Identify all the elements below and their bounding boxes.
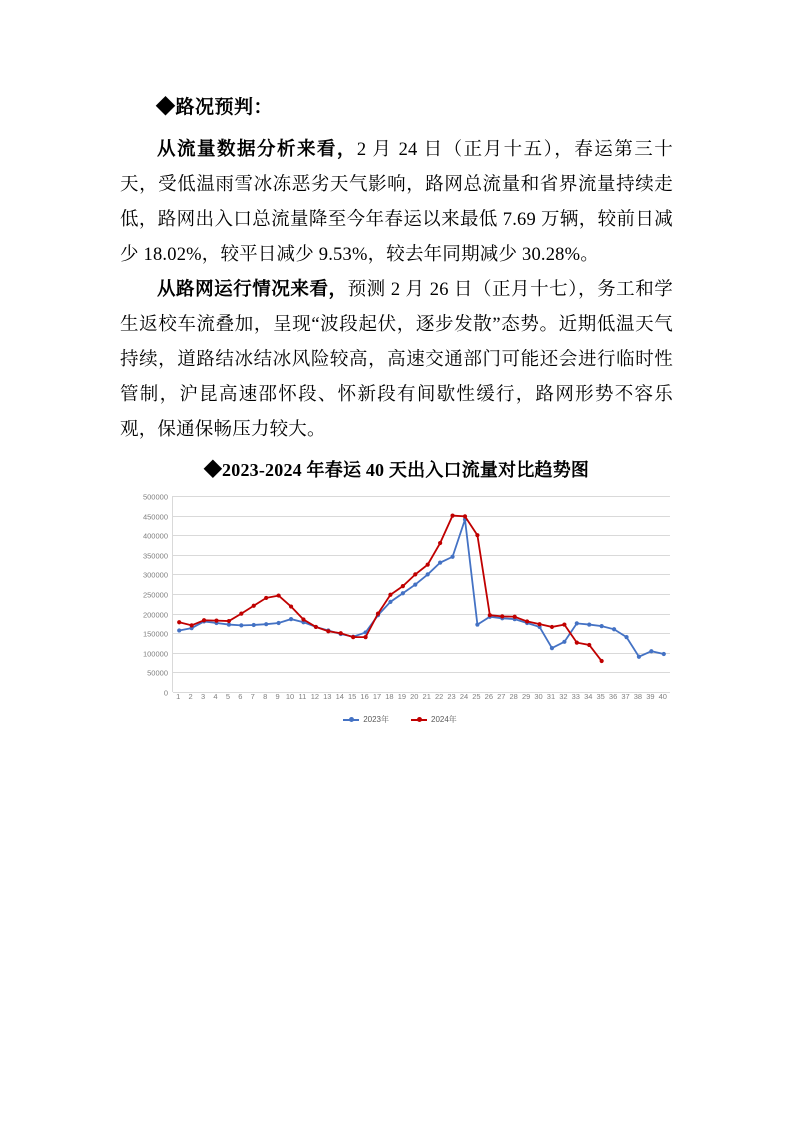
chart-legend-item[interactable] (343, 714, 389, 725)
chart-marker (426, 563, 430, 567)
paragraph-2 (120, 273, 673, 448)
chart-x-tick-label: 39 (646, 692, 655, 701)
chart-x-tick-label: 25 (472, 692, 481, 701)
chart-marker (177, 628, 181, 632)
chart-marker (649, 649, 653, 653)
chart-marker (401, 591, 405, 595)
chart-x-tick-label: 10 (285, 692, 295, 701)
chart-marker (326, 629, 330, 633)
chart-x-tick-label: 16 (360, 692, 369, 701)
chart-marker (550, 646, 554, 650)
chart-marker (587, 622, 591, 626)
chart-marker (264, 622, 268, 626)
chart-marker (376, 612, 380, 616)
chart-marker (314, 625, 318, 629)
chart-marker (562, 640, 566, 644)
chart-marker (301, 617, 305, 621)
chart-marker (450, 514, 454, 518)
chart-marker (624, 635, 628, 639)
chart-y-tick-label: 350000 (142, 551, 168, 561)
chart-marker (600, 659, 604, 663)
chart-marker (525, 619, 529, 623)
chart-marker (600, 624, 604, 628)
chart-x-tick-label: 34 (584, 692, 593, 701)
chart-legend-label: 2023年 (363, 715, 389, 724)
chart-marker (252, 604, 256, 608)
flow-comparison-chart (120, 488, 680, 738)
chart-x-tick-label: 23 (447, 692, 456, 701)
chart-legend-label: 2024年 (431, 715, 457, 724)
chart-marker (662, 652, 666, 656)
chart-y-tick-label: 50000 (147, 668, 168, 678)
chart-marker (587, 643, 591, 647)
chart-marker (562, 622, 566, 626)
chart-x-tick-label: 24 (459, 692, 469, 701)
chart-x-tick-label: 38 (633, 692, 643, 701)
chart-marker (177, 620, 181, 624)
chart-x-tick-label: 13 (323, 692, 332, 701)
chart-x-tick-label: 29 (521, 692, 531, 701)
chart-marker (475, 533, 479, 537)
chart-marker (190, 623, 194, 627)
chart-marker (413, 582, 417, 586)
chart-marker (450, 555, 454, 559)
chart-marker (339, 631, 343, 635)
chart-x-tick-label: 7 (250, 692, 255, 701)
chart-marker (637, 655, 641, 659)
chart-x-tick-label: 35 (596, 692, 605, 701)
chart-x-tick-label: 9 (275, 692, 280, 701)
chart-marker (202, 618, 206, 622)
chart-x-tick-label: 32 (559, 692, 568, 701)
chart-marker (289, 617, 293, 621)
chart-x-tick-label: 17 (372, 692, 382, 701)
chart-x-tick-label: 15 (347, 692, 357, 701)
chart-x-tick-label: 18 (385, 692, 394, 701)
chart-legend-swatch (411, 719, 427, 721)
chart-x-tick-label: 1 (176, 692, 181, 701)
chart-x-tick-label: 14 (335, 692, 344, 701)
chart-marker (252, 623, 256, 627)
chart-y-tick-label: 400000 (142, 531, 168, 541)
chart-x-tick-label: 28 (509, 692, 518, 701)
chart-x-axis (172, 692, 670, 706)
chart-line-2023年 (179, 520, 664, 657)
chart-y-tick-label: 300000 (142, 570, 168, 580)
chart-marker (463, 514, 467, 518)
chart-y-tick-label: 250000 (142, 590, 168, 600)
chart-x-tick-label: 11 (298, 692, 307, 701)
chart-marker (227, 619, 231, 623)
chart-marker (401, 584, 405, 588)
chart-x-tick-label: 3 (200, 692, 206, 701)
chart-line-2024年 (179, 516, 601, 661)
chart-marker (239, 612, 243, 616)
chart-marker (612, 627, 616, 631)
chart-x-tick-label: 31 (546, 692, 556, 701)
paragraph-2-lead: 从路网运行情况来看， (157, 280, 348, 300)
chart-x-tick-label: 2 (188, 692, 193, 701)
chart-y-tick-label: 500000 (142, 492, 168, 502)
chart-marker (351, 635, 355, 639)
chart-x-tick-label: 8 (263, 692, 268, 701)
chart-marker (289, 604, 293, 608)
section-heading: ◆路况预判： (156, 97, 274, 118)
chart-legend (120, 714, 680, 725)
chart-marker (438, 541, 442, 545)
chart-x-tick-label: 40 (658, 692, 667, 701)
chart-y-tick-label: 150000 (142, 629, 168, 639)
chart-marker (513, 615, 517, 619)
chart-marker (413, 572, 417, 576)
chart-marker (426, 572, 430, 576)
chart-y-tick-label: 0 (163, 688, 168, 698)
chart-marker (550, 625, 554, 629)
paragraph-1-lead: 从流量数据分析来看， (157, 140, 357, 160)
chart-x-tick-label: 36 (608, 692, 618, 701)
chart-y-tick-label: 200000 (142, 610, 168, 620)
chart-x-tick-label: 5 (225, 692, 230, 701)
chart-x-tick-label: 37 (621, 692, 630, 701)
chart-marker (239, 623, 243, 627)
chart-y-tick-label: 450000 (142, 512, 168, 522)
chart-legend-item[interactable] (411, 714, 457, 725)
chart-marker (500, 614, 504, 618)
chart-legend-swatch (343, 719, 359, 721)
chart-x-tick-label: 33 (571, 692, 580, 701)
chart-marker (488, 613, 492, 617)
chart-x-tick-label: 12 (310, 692, 320, 701)
chart-series-layer (173, 496, 670, 692)
chart-x-tick-label: 19 (397, 692, 407, 701)
paragraph-2-body: 预测 2 月 26 日（正月十七），务工和学生返校车流叠加，呈现“波段起伏，逐步发散”态势。近期低温天气持续，道路结冰结冰风险较高，高速交通部门可能还会进行临时性管制，沪昆高速邵怀段、怀新段有间歇性缓行，路网形势不容乐观，保通保畅压力较大。 (120, 280, 673, 440)
chart-title: ◆2023-2024 年春运 40 天出入口流量对比趋势图 (203, 460, 590, 480)
chart-marker (264, 596, 268, 600)
chart-marker (214, 619, 218, 623)
chart-marker (537, 622, 541, 626)
chart-marker (277, 593, 281, 597)
chart-x-tick-label: 20 (410, 692, 419, 701)
chart-x-tick-label: 6 (238, 692, 243, 701)
chart-marker (575, 641, 579, 645)
chart-x-tick-label: 22 (434, 692, 444, 701)
chart-marker (388, 600, 392, 604)
chart-x-tick-label: 30 (534, 692, 543, 701)
chart-marker (363, 635, 367, 639)
paragraph-1 (120, 133, 673, 273)
chart-x-tick-label: 4 (213, 692, 218, 701)
chart-y-tick-label: 100000 (142, 649, 168, 659)
chart-x-tick-label: 27 (497, 692, 506, 701)
chart-marker (475, 622, 479, 626)
paragraph-1-body: 2 月 24 日（正月十五），春运第三十天，受低温雨雪冰冻恶劣天气影响，路网总流量和省界流量持续走低，路网出入口总流量降至今年春运以来最低 7.69 万辆，较前日减少 18.02%，较平日减少 9.53%，较去年同期减少 30.28%。 (120, 140, 673, 265)
chart-marker (438, 561, 442, 565)
chart-marker (277, 621, 281, 625)
chart-marker (388, 593, 392, 597)
chart-marker (575, 621, 579, 625)
chart-x-tick-label: 21 (422, 692, 431, 701)
chart-x-tick-label: 26 (484, 692, 493, 701)
